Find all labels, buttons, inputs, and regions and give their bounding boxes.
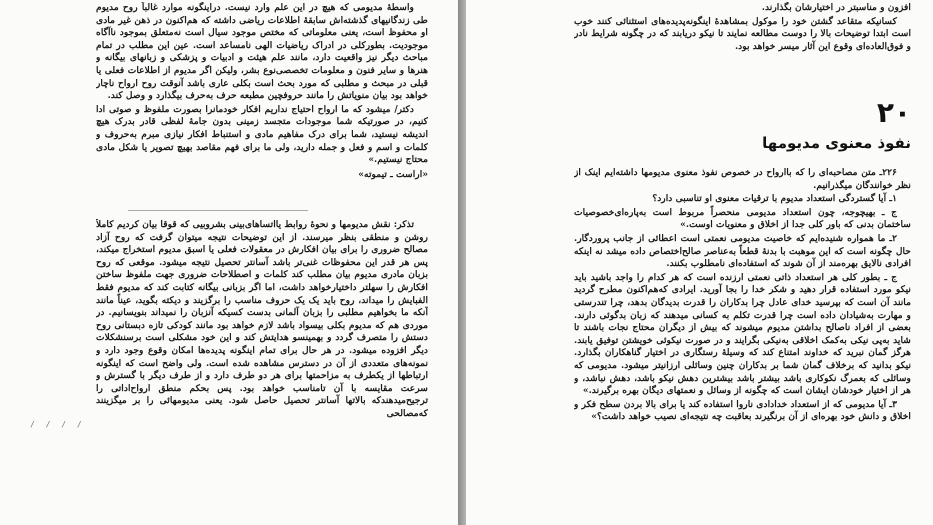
chapter-title: نفوذ معنوی مدیومها xyxy=(762,134,911,152)
paragraph: ج ـ بهیچوجه، چون استعداد مدیومی منحصراً مربوط است به‌پاره‌ای‌خصوصیات ساختمان بدنی که باور کلی جدا از اخلاق و معنویات اوست.» xyxy=(574,206,911,231)
paragraph: واسطهٔ مدیومی که هیچ در این علم وارد نیست. دراینگونه موارد غالباً روح مدیوم طی زندگانیهای گذشته‌اش سابقهٔ اطلاعات ریاضی داشته که هم‌اکنون در ذهن غیر مادی او محفوظ است، یعنی معلوماتی که مختص موجود سیال است نه‌متعلق بموجود ناآگاه موجودیت. بطورکلی در ادراک ریاضیات الهی نامساعد است. عین این مطلب در تمام مباحث دیگر نیز واقعیت دارد، مانند علم هیئت و ادبیات و پزشکی و زبانهای بیگانه و هنرها و سایر فنون و معلومات تخصصی‌نوع بشر، ولیکن اگر مدیوم از اطلاعات فعلی یا قبلی در مبحث و مطلبی که مورد بحث است بکلی عاری باشد آنوقت روح ارواح ناچار خواهد بود بیان منویاتش را مانند حروفچین مطبعه حرف به‌حرف بیگذارد و وصل کند. xyxy=(96,2,428,102)
paragraph: افزون و مناسبتر در اختیارشان بگذارند. xyxy=(761,2,911,13)
section-divider xyxy=(128,210,308,211)
paragraph: ۲۲۶ـ متن مصاحبه‌ای را که باارواح در خصوص نفوذ معنوی مدیومها داشته‌ایم اینک از نظر خوانندگان میگذرانیم. xyxy=(574,167,911,191)
paragraph: تذکر: نقش مدیومها و نحوهٔ روابط یااتساهای‌بینی بشروبیی که قوقا بیان کردیم کاملاً روشن و منطقی بنظر میرسند. از این توضیحات نتیجه میتوان گرفت که روح آزاد مصالح ضروری را برای بیان افکارش در معقولات فعلی یا اسبق مدیوم استخراج میکند، پس هر قدر این محفوظات غنی‌تر باشد آسانتر تحصیل نتیجه میشود. موقعی که روح بزبان مادری مدیوم بیان مطلب کند کلمات و اصطلاحات ضروری جهت ملفوظ ساختن افکارش را سهلتر داختیارخواهد داشت، اما اگر بزبانی بیگانه کتابت کند که مدیوم فقط الفبایش را میداند، روح باید یک یک حروف مناسب را برگزیند و دیکته بگوید، عیناً مانند آنکه ما بخواهیم مطلبی را بزبان آلمانی بدست کسیکه آنزبان را نمیداند بنویسانیم. در موردی هم که مدیوم بکلی بیسواد باشد لازم خواهد بود مانند کودکی تازه دبستانی روح دستش را متصرف گردد و بهمینسو هدایتش کند و این خود مشکلی است برسنشکلات دیگر افزوده میشود. در هر حال برای تمام اینگونه پدیده‌ها امکان وقوع وجود دارد و نمونه‌های متعددی از آن در دسترس مشاهده شده است. ولی واضح است که اینگونه ارتباطها از یکطرف به مزاحمتها برای هر دو طرف دارد و از طرف دیگر با گسترش و سرعت مقایسه با آن تامناسب خواهد بود. پس بحکم منطق ارواح‌اداتی را ترجیح‌میدهندکه بالاتها آسانتر تحصیل حاصل شود. یعنی مدیومهائی را بر میگزینند که‌مصالحی xyxy=(96,219,428,419)
right-page xyxy=(466,0,933,525)
paragraph: کسانیکه متقاعد گشتن خود را موکول بمشاهدهٔ اینگونه‌پدیده‌های استثنائی کنند خوب است ابتدا توضیحات بالا را دوست مطالعه نمایند تا نیکو دریابند که در چگونه شرایط نادر و فوق‌العاده‌ای وقوع این آثار میسر خواهد بود. xyxy=(574,15,911,52)
paragraph: ۱ـ آیا گستردگی استعداد مدیوم با ترقیات معنوی او تناسبی دارد؟ xyxy=(652,193,897,205)
page-gutter xyxy=(458,0,466,525)
margin-marks: / / / / xyxy=(30,420,85,429)
left-bottom-column xyxy=(96,219,428,523)
paragraph: ج ـ بطور کلی هر استعداد ذاتی نعمتی ارزنده است که هر کدام را واجد باشید باید نیکو مورد استفاده قرار دهید و شکر خدا را بجا آورید. ایرادی که‌هم‌اکنون مطرح گردید مانند آن است که بپرسید خدای عادل چرا بدکاران را قدرت بدیدگان بدهد، چرا تندرستی و مهارت به‌شیادان داده است چرا قدرت تکلم به کسانی میدهند که زبان بدگوئی دارند. بعضی از افراد ناصالح بداشتن مدیوم میشوند که بیش از دیگران محتاج نجات باشند تا شاید به‌پی نیکی به‌کمک اخلاقی به‌نیکی بگرایند و در صورت نیکوئی خویشتن توفیق یابند. هرگز گمان نبرید که خداوند امتناع کند که وسیلهٔ رستگاری در اختیار گناهکاران بگذارد. نیکو بدانید که برخلاف گمان شما بر بدکاران چنین وسائلی ارزانیتر میشود. مدیومی که وسائلی که بعمرگ نکوکاری باشد بیشتر باشد بیشترین دهش نیکو باشد، دهش نباشد، و هر از اختیار خودشان ایشان است که چگونه از وسائل و نعمتهای دیگان بهره برگیرند.» xyxy=(574,271,911,397)
paragraph: دکتر/ میشود که ما ارواح احتیاج نداریم افکار خودمانرا بصورت ملفوظ و صوتی ادا کنیم، در صورتیکه شما موجودات متجسد زمینی بدون جامهٔ لفظی قادر بدرک هیچ اندیشه نیستید، شما برای درک مفاهیم مادی و استنباط افکار نیازی مبرم به‌حروف و کلمات و اسم و فعل و جمله دارید، ولی ما برای فهم مقاصد بهیچ تصویر یا شکل مادی محتاج نیستیم.» xyxy=(96,103,428,166)
paragraph: ۲ـ ما همواره شنیده‌ایم که خاصیت مدیومی نعمتی است اعطائی از جانب پروردگار. حال چگونه است که این موهبت با بدنهٔ قطعاً به‌عناصر صالح‌اختصاص داده میشد نه اینکه افرادی نالایق بهره‌مند از آن شوند که استفاده‌ای نامطلوب بکنند. xyxy=(574,232,911,270)
right-body-column xyxy=(574,167,911,523)
chapter-number: ۲۰ xyxy=(876,96,911,129)
paragraph: ۳ـ آیا مدیومی که از استعداد خدادادی ناروا استفاده کند یا برای بالا بردن سطح فکر و اخلاق و دانش خود بهره‌ای از آن برنگیرند بعاقبت چه نتیجه‌ای نصیب خواهد داشت؟» xyxy=(574,398,911,423)
left-page xyxy=(0,0,458,525)
right-top-column xyxy=(574,2,911,80)
left-top-column xyxy=(96,2,428,192)
signature: «اراست ـ تیموته» xyxy=(358,168,428,180)
